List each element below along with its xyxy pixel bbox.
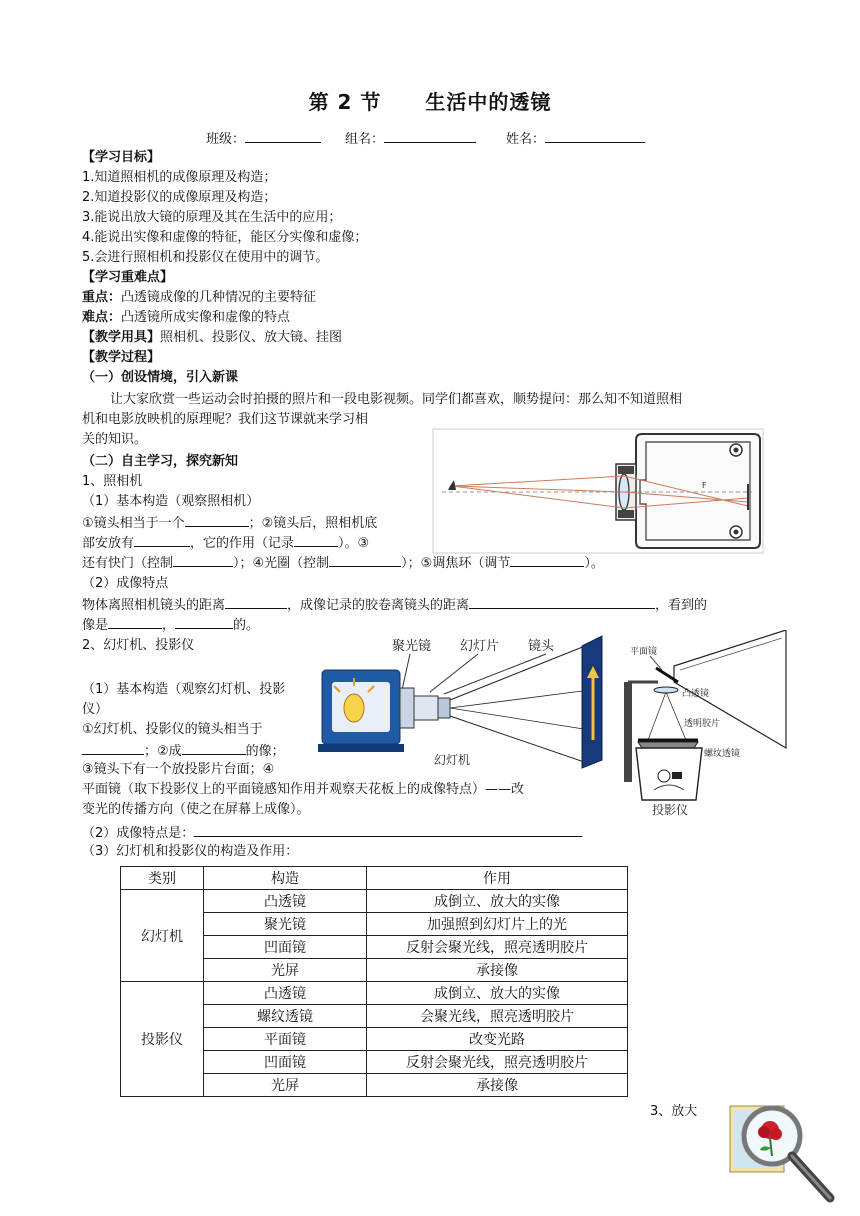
difficult-text: 凸透镜所成实像和虚像的特点: [121, 310, 291, 325]
table-cell: 会聚光线，照亮透明胶片: [367, 1005, 628, 1028]
table-cell: 凹面镜: [204, 936, 367, 959]
section1-line2: 机和电影放映机的原理呢？我们这节课就来学习相: [82, 412, 369, 427]
camera-line3-c: ）；⑤调焦环（调节: [401, 556, 511, 571]
table-cell: 成倒立、放大的实像: [367, 982, 628, 1005]
table-category: 幻灯机: [121, 890, 204, 982]
table-cell: 凹面镜: [204, 1051, 367, 1074]
table-category: 投影仪: [121, 982, 204, 1097]
blank-projector-lens[interactable]: [82, 740, 144, 755]
camera-feature-line1: [82, 594, 707, 616]
projector-features: [82, 822, 582, 844]
projector-line2-b: 的像；: [245, 744, 285, 759]
blank-projector-image[interactable]: [182, 740, 246, 755]
section-name: 生活中的透镜: [425, 90, 552, 114]
camera-feature-1b: ，成像记录的胶卷离镜头的距离: [287, 598, 470, 613]
blank-lens[interactable]: [185, 512, 249, 527]
section1-line3: 关的知识。: [82, 432, 148, 447]
camera-feature-line2: [82, 614, 259, 636]
blank-record[interactable]: [294, 532, 338, 547]
table-cell: 反射会聚光线，照亮透明胶片: [367, 936, 628, 959]
camera-line1: [82, 512, 377, 534]
info-row: [206, 128, 645, 150]
camera-feature-1c: ，看到的: [655, 598, 708, 613]
projector-line3: ③镜头下有一个放投影片台面；④: [82, 762, 275, 777]
class-label: 班级：: [206, 132, 246, 147]
table-header: 作用: [367, 867, 628, 890]
section2-heading: （二）自主学习，探究新知: [82, 454, 239, 469]
section1-line1: 让大家欣赏一些运动会时拍摄的照片和一段电影视频。同学们都喜欢，顺势提问：那么知不知道照相: [110, 392, 683, 407]
slide-projector-caption: 幻灯机: [434, 753, 471, 767]
table-cell: 凸透镜: [204, 890, 367, 913]
table-header-row: [121, 867, 628, 890]
section-number: 第 2 节: [308, 90, 382, 114]
camera-feature-1a: 物体离照相机镜头的距离: [82, 598, 226, 613]
label-transparency: 透明胶片: [684, 719, 721, 729]
overhead-projector-caption: 投影仪: [652, 803, 689, 817]
projector-line5: 变光的传播方向（使之在屏幕上成像）。: [82, 802, 310, 817]
objective-5: 5.会进行照相机和投影仪在使用中的调节。: [82, 250, 329, 265]
blank-shutter[interactable]: [173, 552, 233, 567]
blank-focus[interactable]: [510, 552, 584, 567]
projector-table-title: （3）幻灯机和投影仪的构造及作用：: [82, 844, 299, 859]
camera-feature-2c: 的。: [233, 618, 260, 633]
camera-features: （2）成像特点: [82, 576, 169, 591]
objective-1: 1.知道照相机的成像原理及构造；: [82, 170, 277, 185]
keypoints-heading: 【学习重难点】: [82, 270, 174, 285]
label-slide: 幻灯片: [460, 639, 500, 654]
table-cell: 凸透镜: [204, 982, 367, 1005]
group-label: 组名：: [345, 132, 385, 147]
blank-film[interactable]: [134, 532, 190, 547]
table-cell: 平面镜: [204, 1028, 367, 1051]
objective-2: 2.知道投影仪的成像原理及构造；: [82, 190, 277, 205]
name-field[interactable]: [545, 128, 645, 143]
blank-image-type1[interactable]: [108, 614, 162, 629]
table-cell: 成倒立、放大的实像: [367, 890, 628, 913]
projector-title: 2、幻灯机、投影仪: [82, 638, 195, 653]
page-title: [0, 92, 860, 112]
process-heading: 【教学过程】: [82, 350, 161, 365]
table-cell: 改变光路: [367, 1028, 628, 1051]
label-lens: 镜头: [528, 639, 555, 654]
objectives-heading: 【学习目标】: [82, 150, 161, 165]
camera-line1-a: ①镜头相当于一个: [82, 516, 185, 531]
camera-line3: [82, 552, 604, 574]
label-plane-mirror: 平面镜: [630, 647, 658, 657]
objective-4: 4.能说出实像和虚像的特征，能区分实像和虚像；: [82, 230, 368, 245]
table-row: [121, 982, 628, 1005]
table-cell: 光屏: [204, 1074, 367, 1097]
projector-line2-a: ；②成: [144, 744, 182, 759]
projector-features-label: （2）成像特点是：: [82, 826, 195, 841]
label-convex-lens: 凸透镜: [682, 689, 710, 699]
camera-diagram: [432, 428, 764, 554]
camera-line2-a: 部安放有: [82, 536, 135, 551]
group-field[interactable]: [384, 128, 476, 143]
table-cell: 光屏: [204, 959, 367, 982]
table-cell: 反射会聚光线，照亮透明胶片: [367, 1051, 628, 1074]
focal-mark: F: [702, 481, 707, 490]
key-label: 重点：: [82, 290, 122, 305]
table-cell: 聚光镜: [204, 913, 367, 936]
magnifier-illustration: [724, 1100, 854, 1210]
label-condenser: 聚光镜: [392, 639, 432, 654]
projector-line4: 平面镜（取下投影仪上的平面镜感知作用并观察天花板上的成像特点）——改: [82, 782, 525, 797]
section1-heading: （一）创设情境，引入新课: [82, 370, 239, 385]
blank-image-type2[interactable]: [175, 614, 233, 629]
table-cell: 螺纹透镜: [204, 1005, 367, 1028]
table-cell: 承接像: [367, 959, 628, 982]
camera-feature-2a: 像是: [82, 618, 109, 633]
camera-title: 1、照相机: [82, 474, 143, 489]
projector-structure-table: [120, 866, 628, 1097]
table-cell: 加强照到幻灯片上的光: [367, 913, 628, 936]
overhead-projector-diagram: [614, 630, 790, 820]
objective-3: 3.能说出放大镜的原理及其在生活中的应用；: [82, 210, 342, 225]
camera-line2-c: ）。③: [338, 536, 370, 551]
slide-projector-diagram: [318, 630, 608, 772]
table-cell: 承接像: [367, 1074, 628, 1097]
projector-line2: [82, 740, 285, 762]
camera-line3-a: 还有快门（控制: [82, 556, 174, 571]
camera-line1-b: ；②镜头后，照相机底: [248, 516, 378, 531]
key-point: [82, 288, 316, 308]
blank-object-distance[interactable]: [225, 594, 287, 609]
blank-image-distance[interactable]: [469, 594, 655, 609]
camera-structure: （1）基本构造（观察照相机）: [82, 494, 260, 509]
tools-label: 【教学用具】: [82, 330, 161, 345]
projector-line1: ①幻灯机、投影仪的镜头相当于: [82, 722, 263, 737]
teaching-tools: [82, 328, 342, 348]
table-header: 类别: [121, 867, 204, 890]
difficult-label: 难点：: [82, 310, 122, 325]
blank-aperture[interactable]: [329, 552, 401, 567]
table-header: 构造: [204, 867, 367, 890]
class-field[interactable]: [245, 128, 321, 143]
difficult-point: [82, 308, 290, 328]
blank-projector-features[interactable]: [194, 822, 582, 837]
camera-feature-2b: ，: [162, 618, 176, 633]
projector-structure-1: （1）基本构造（观察幻灯机、投影: [82, 682, 286, 697]
projector-structure-2: 仪）: [82, 702, 109, 717]
key-text: 凸透镜成像的几种情况的主要特征: [121, 290, 317, 305]
camera-line3-b: ）；④光圈（控制: [233, 556, 330, 571]
name-label: 姓名：: [506, 132, 546, 147]
label-fresnel-lens: 螺纹透镜: [704, 749, 741, 759]
table-row: [121, 890, 628, 913]
magnifier-title: 3、放大: [650, 1104, 698, 1119]
camera-line2: [82, 532, 369, 554]
camera-line2-b: ，它的作用（记录: [190, 536, 295, 551]
tools-text: 照相机、投影仪、放大镜、挂图: [160, 330, 343, 345]
camera-line3-d: ）。: [584, 556, 604, 571]
